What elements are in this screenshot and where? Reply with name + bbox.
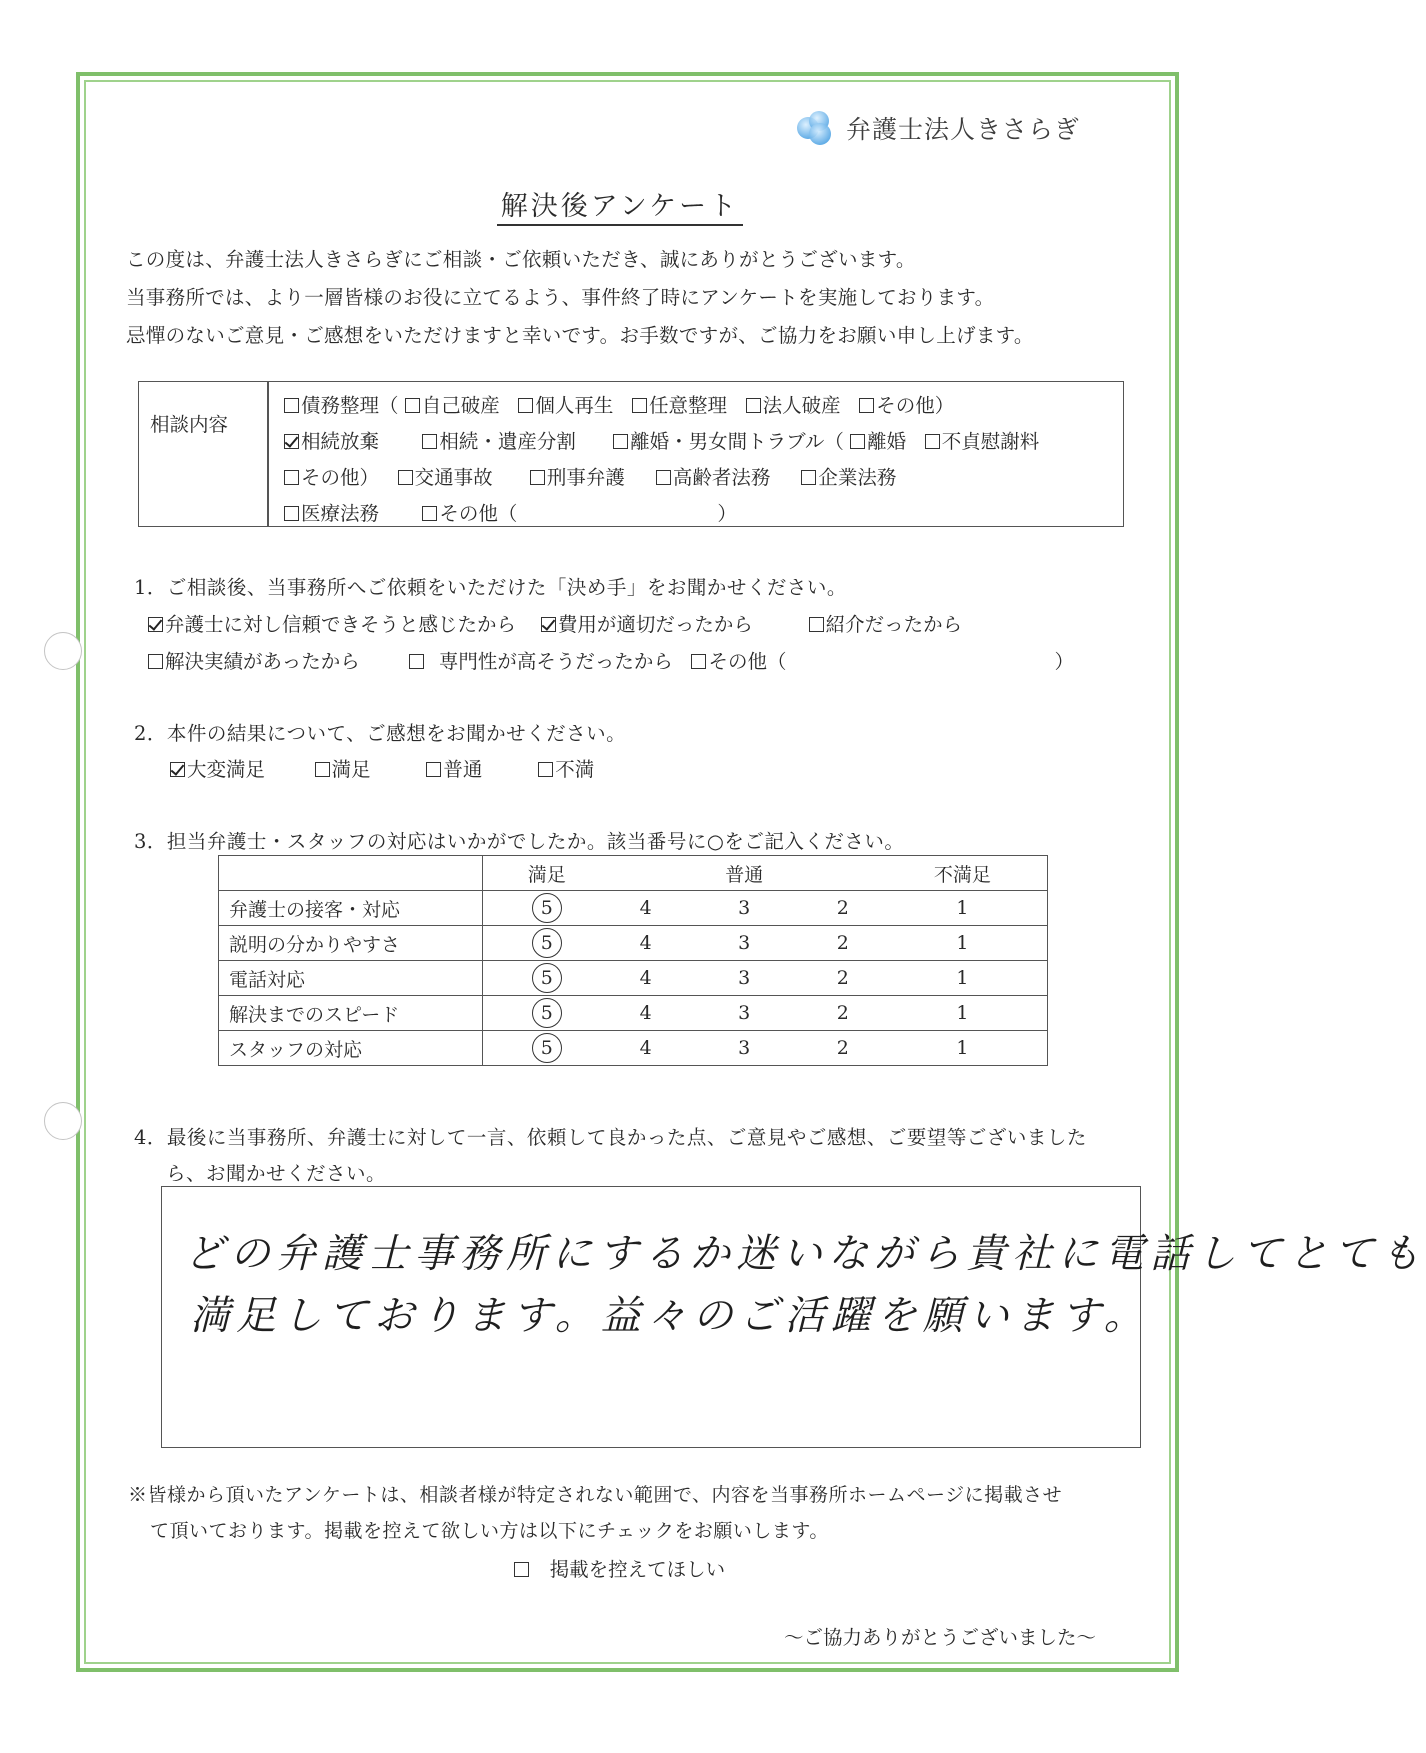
- checkbox-debt-other[interactable]: [859, 398, 874, 413]
- q4-question-line-2: ら、お聞かせください。: [166, 1162, 387, 1185]
- checkbox-q1-fee[interactable]: [541, 617, 556, 632]
- checkbox-q1-referral[interactable]: [809, 617, 824, 632]
- consult-row-2: 相続放棄 相続・遺産分割 離婚・男女間トラブル（ 離婚 不貞慰謝料: [284, 426, 1039, 454]
- checkbox-traffic[interactable]: [398, 470, 413, 485]
- rating-row-label: 弁護士の接客・対応: [219, 891, 483, 926]
- checkbox-q2-unsatisfied[interactable]: [538, 762, 553, 777]
- intro-line-1: この度は、弁護士法人きさらぎにご相談・ご依頼いただき、誠にありがとうございます。: [126, 248, 916, 271]
- q2-question: 2．本件の結果について、ご感想をお聞かせください。: [134, 722, 627, 745]
- rating-cell-3[interactable]: 3: [681, 996, 808, 1031]
- q4-question-line-1: 4．最後に当事務所、弁護士に対して一言、依頼して良かった点、ご意見やご感想、ご要望等ございました: [134, 1126, 1087, 1149]
- consult-label: 相談内容: [150, 413, 229, 436]
- closing-text: ～ご協力ありがとうございました～: [784, 1626, 1097, 1649]
- rating-cell-4[interactable]: 4: [611, 996, 681, 1031]
- punch-hole-top: [44, 632, 82, 670]
- consult-row-1: 債務整理（ 自己破産 個人再生 任意整理 法人破産 その他）: [284, 390, 954, 418]
- rating-cell-4[interactable]: 4: [611, 891, 681, 926]
- rating-header-unsatisfied: 不満足: [878, 856, 1048, 891]
- checkbox-criminal[interactable]: [530, 470, 545, 485]
- rating-header-satisfied: 満足: [483, 856, 611, 891]
- rating-header-empty: [219, 856, 483, 891]
- note-line-1: ※皆様から頂いたアンケートは、相談者様が特定されない範囲で、内容を当事務所ホームページに掲載させ: [128, 1484, 1063, 1506]
- firm-name: 弁護士法人きさらぎ: [846, 115, 1081, 144]
- checkbox-inheritance-renounce[interactable]: [284, 434, 299, 449]
- checkbox-rehab[interactable]: [518, 398, 533, 413]
- rating-cell-1[interactable]: 1: [878, 1031, 1048, 1066]
- checkbox-corporate[interactable]: [801, 470, 816, 485]
- checkbox-q1-results[interactable]: [148, 654, 163, 669]
- intro-line-3: 忌憚のないご意見・ご感想をいただけますと幸いです。お手数ですが、ご協力をお願い申し上げます。: [126, 324, 1034, 347]
- checkbox-optout[interactable]: [514, 1562, 529, 1577]
- rating-circled-value: 5: [532, 998, 562, 1028]
- q2-options: 大変満足 満足 普通 不満: [170, 754, 594, 782]
- note-line-2: て頂いております。掲載を控えて欲しい方は以下にチェックをお願いします。: [150, 1520, 829, 1542]
- checkbox-medical[interactable]: [284, 506, 299, 521]
- optout-label: 掲載を控えてほしい: [549, 1558, 726, 1581]
- rating-row-label: 電話対応: [219, 961, 483, 996]
- rating-cell-3[interactable]: 3: [681, 961, 808, 996]
- checkbox-other[interactable]: [422, 506, 437, 521]
- rating-header-gap-2: [808, 856, 878, 891]
- q1-question: 1．ご相談後、当事務所へご依頼をいただけた「決め手」をお聞かせください。: [134, 576, 847, 599]
- rating-table: [218, 855, 1048, 1066]
- rating-circled-value: 5: [532, 893, 562, 923]
- rating-cell-1[interactable]: 1: [878, 996, 1048, 1031]
- checkbox-divorce[interactable]: [850, 434, 865, 449]
- firm-logo-icon: [792, 106, 836, 150]
- checkbox-q1-other[interactable]: [691, 654, 706, 669]
- q1-row-1: 弁護士に対し信頼できそうと感じたから 費用が適切だったから 紹介だったから: [148, 609, 962, 637]
- rating-row-label: 説明の分かりやすさ: [219, 926, 483, 961]
- rating-cell-5[interactable]: [483, 926, 611, 961]
- checkbox-q2-very-satisfied[interactable]: [170, 762, 185, 777]
- firm-logo: [792, 106, 1080, 150]
- rating-cell-2[interactable]: 2: [808, 1031, 878, 1066]
- checkbox-infidelity[interactable]: [925, 434, 940, 449]
- q3-question: 3．担当弁護士・スタッフの対応はいかがでしたか。該当番号に○をご記入ください。: [134, 830, 905, 853]
- checkbox-divorce-trouble[interactable]: [613, 434, 628, 449]
- rating-cell-3[interactable]: 3: [681, 1031, 808, 1066]
- rating-cell-4[interactable]: 4: [611, 1031, 681, 1066]
- rating-cell-5[interactable]: [483, 1031, 611, 1066]
- rating-row: [219, 996, 1048, 1031]
- checkbox-q2-normal[interactable]: [426, 762, 441, 777]
- rating-cell-4[interactable]: 4: [611, 926, 681, 961]
- rating-circled-value: 5: [532, 928, 562, 958]
- rating-header-gap-1: [611, 856, 681, 891]
- rating-header-normal: 普通: [681, 856, 808, 891]
- rating-row: [219, 961, 1048, 996]
- checkbox-divorce-other[interactable]: [284, 470, 299, 485]
- optout-row: [514, 1554, 725, 1582]
- rating-cell-5[interactable]: [483, 961, 611, 996]
- checkbox-voluntary[interactable]: [632, 398, 647, 413]
- rating-circled-value: 5: [532, 1033, 562, 1063]
- checkbox-q2-satisfied[interactable]: [315, 762, 330, 777]
- rating-row: [219, 926, 1048, 961]
- rating-cell-1[interactable]: 1: [878, 891, 1048, 926]
- q1-row-2: 解決実績があったから 専門性が高そうだったから その他（ ）: [148, 646, 1074, 674]
- answer-line-1: どの弁護士事務所にするか迷いながら貴社に電話してとても: [184, 1231, 1426, 1277]
- rating-cell-1[interactable]: 1: [878, 926, 1048, 961]
- rating-cell-4[interactable]: 4: [611, 961, 681, 996]
- rating-header-row: [219, 856, 1048, 891]
- consult-row-3: その他） 交通事故 刑事弁護 高齢者法務 企業法務: [284, 462, 896, 490]
- rating-cell-2[interactable]: 2: [808, 996, 878, 1031]
- rating-cell-2[interactable]: 2: [808, 926, 878, 961]
- intro-line-2: 当事務所では、より一層皆様のお役に立てるよう、事件終了時にアンケートを実施しております。: [126, 286, 995, 309]
- checkbox-debt[interactable]: [284, 398, 299, 413]
- rating-row: [219, 891, 1048, 926]
- rating-cell-1[interactable]: 1: [878, 961, 1048, 996]
- rating-cell-2[interactable]: 2: [808, 891, 878, 926]
- consult-row-4: 医療法務 その他（ ）: [284, 498, 737, 526]
- rating-row-label: スタッフの対応: [219, 1031, 483, 1066]
- checkbox-corp-bankruptcy[interactable]: [746, 398, 761, 413]
- rating-cell-5[interactable]: [483, 996, 611, 1031]
- punch-hole-bottom: [44, 1102, 82, 1140]
- consult-divider: [267, 381, 269, 527]
- rating-cell-2[interactable]: 2: [808, 961, 878, 996]
- rating-row-label: 解決までのスピード: [219, 996, 483, 1031]
- rating-cell-3[interactable]: 3: [681, 891, 808, 926]
- rating-cell-3[interactable]: 3: [681, 926, 808, 961]
- checkbox-q1-expertise[interactable]: [409, 654, 424, 669]
- rating-cell-5[interactable]: [483, 891, 611, 926]
- checkbox-bankruptcy[interactable]: [405, 398, 420, 413]
- answer-line-2: 満足しております。益々のご活躍を願います。: [190, 1293, 1150, 1339]
- page-title: 解決後アンケート: [0, 184, 1240, 223]
- checkbox-elderly[interactable]: [656, 470, 671, 485]
- checkbox-inheritance-division[interactable]: [422, 434, 437, 449]
- checkbox-q1-trust[interactable]: [148, 617, 163, 632]
- rating-row: [219, 1031, 1048, 1066]
- rating-circled-value: 5: [532, 963, 562, 993]
